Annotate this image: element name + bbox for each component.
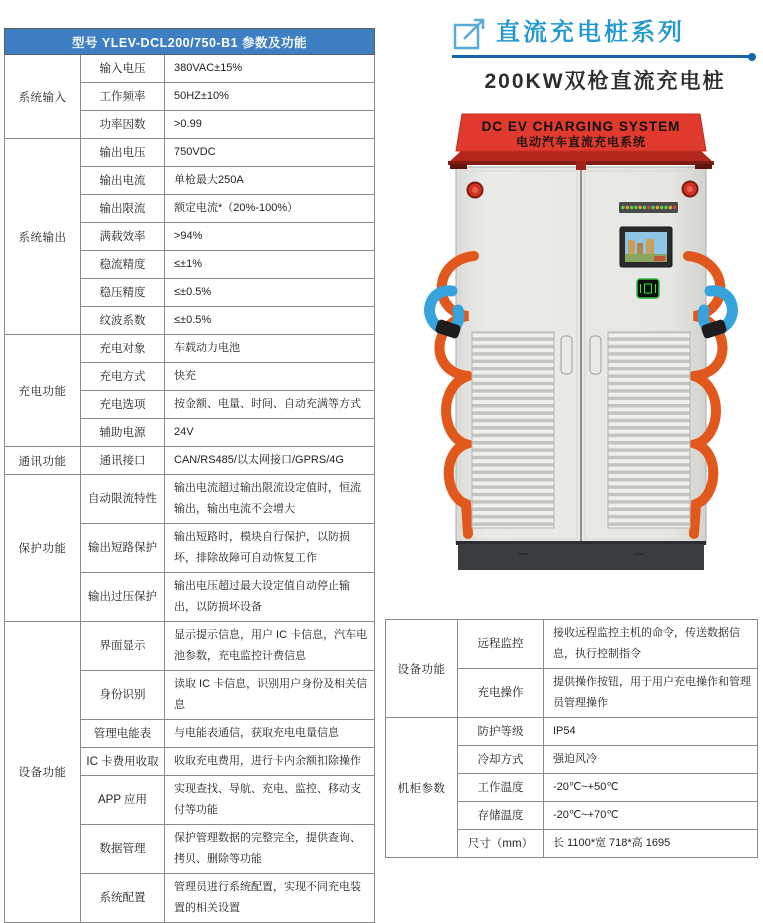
value-cell: 额定电流*（20%-100%） (165, 195, 375, 223)
door-handle-right (590, 336, 601, 374)
param-cell: IC 卡费用收取 (81, 748, 165, 776)
value-cell: >94% (165, 223, 375, 251)
category-cell: 设备功能 (5, 622, 81, 923)
value-cell: 750VDC (165, 139, 375, 167)
param-cell: 界面显示 (81, 622, 165, 671)
table-row (5, 55, 375, 83)
param-cell: 远程监控 (458, 620, 544, 669)
param-cell: 防护等级 (458, 718, 544, 746)
param-cell: 输出限流 (81, 195, 165, 223)
charging-station-svg (418, 106, 760, 586)
canopy-foot-left (450, 164, 467, 169)
banner-line1: DC EV CHARGING SYSTEM (481, 119, 681, 134)
vent-louvers-left (472, 332, 554, 528)
charging-station-illustration (418, 106, 760, 586)
table-row (5, 447, 375, 475)
value-cell: CAN/RS485/以太网接口/GPRS/4G (165, 447, 375, 475)
param-cell: 输出过压保护 (81, 573, 165, 622)
param-cell: 输出电压 (81, 139, 165, 167)
param-cell: 满载效率 (81, 223, 165, 251)
value-cell: ≤±0.5% (165, 279, 375, 307)
underline-dot-icon (748, 53, 756, 61)
param-cell: 稳流精度 (81, 251, 165, 279)
table-row (386, 620, 758, 669)
param-cell: 冷却方式 (458, 746, 544, 774)
param-cell: 输出短路保护 (81, 524, 165, 573)
param-cell: 身份识别 (81, 671, 165, 720)
table-row (5, 622, 375, 671)
param-cell: 工作频率 (81, 83, 165, 111)
value-cell: IP54 (544, 718, 758, 746)
ic-card-reader (637, 279, 659, 298)
value-cell: 强迫风冷 (544, 746, 758, 774)
spec-table-header-row (5, 29, 375, 55)
base-plinth (458, 544, 704, 570)
vent-louvers-right (608, 332, 690, 528)
value-cell: ≤±0.5% (165, 307, 375, 335)
spec-table-title: 型号 YLEV-DCL200/750-B1 参数及功能 (5, 29, 375, 55)
param-cell: 充电选项 (81, 391, 165, 419)
led-indicator-strip (619, 202, 678, 213)
param-cell: 管理电能表 (81, 720, 165, 748)
category-cell: 机柜参数 (386, 718, 458, 858)
info-table-body (386, 620, 758, 858)
param-cell: 尺寸（mm） (458, 830, 544, 858)
value-cell: 提供操作按钮，用于用户充电操作和管理员管理操作 (544, 669, 758, 718)
value-cell: 保护管理数据的完整完全，提供查询、拷贝、删除等功能 (165, 825, 375, 874)
param-cell: 充电方式 (81, 363, 165, 391)
value-cell: 读取 IC 卡信息，识别用户身份及相关信息 (165, 671, 375, 720)
value-cell: 输出电压超过最大设定值自动停止输出，以防损坏设备 (165, 573, 375, 622)
value-cell: 50HZ±10% (165, 83, 375, 111)
table-row (5, 335, 375, 363)
table-row (386, 718, 758, 746)
category-cell: 保护功能 (5, 475, 81, 622)
display-screen (620, 227, 672, 267)
spec-table-body (5, 55, 375, 923)
value-cell: 收取充电费用，进行卡内余额扣除操作 (165, 748, 375, 776)
product-title: 200KW双枪直流充电桩 (484, 69, 726, 93)
value-cell: 快充 (165, 363, 375, 391)
canopy-center-tab (576, 161, 586, 170)
category-cell: 系统输入 (5, 55, 81, 139)
param-cell: 充电对象 (81, 335, 165, 363)
value-cell: >0.99 (165, 111, 375, 139)
value-cell: 按金额、电量、时间、自动充满等方式 (165, 391, 375, 419)
param-cell: 工作温度 (458, 774, 544, 802)
door-handle-left (561, 336, 572, 374)
param-cell: 纹波系数 (81, 307, 165, 335)
value-cell: 接收远程监控主机的命令，传送数据信息，执行控制指令 (544, 620, 758, 669)
param-cell: 存储温度 (458, 802, 544, 830)
table-row (5, 139, 375, 167)
value-cell: 长 1100*宽 718*高 1695 (544, 830, 758, 858)
spec-table (4, 28, 375, 923)
value-cell: 380VAC±15% (165, 55, 375, 83)
param-cell: 辅助电源 (81, 419, 165, 447)
series-title: 直流充电桩系列 (496, 19, 685, 46)
param-cell: 输入电压 (81, 55, 165, 83)
param-cell: 功率因数 (81, 111, 165, 139)
param-cell: 稳压精度 (81, 279, 165, 307)
category-cell: 充电功能 (5, 335, 81, 447)
category-cell: 通讯功能 (5, 447, 81, 475)
series-header (452, 14, 758, 95)
value-cell: 输出电流超过输出限流设定值时，恒流输出，输出电流不会增大 (165, 475, 375, 524)
param-cell: 输出电流 (81, 167, 165, 195)
param-cell: 充电操作 (458, 669, 544, 718)
emergency-button-right-cap (687, 186, 693, 192)
param-cell: 自动限流特性 (81, 475, 165, 524)
value-cell: 24V (165, 419, 375, 447)
value-cell: 输出短路时，模块自行保护，以防损坏，排除故障可自动恢复工作 (165, 524, 375, 573)
param-cell: 通讯接口 (81, 447, 165, 475)
category-cell: 设备功能 (386, 620, 458, 718)
param-cell: APP 应用 (81, 776, 165, 825)
value-cell: 单枪最大250A (165, 167, 375, 195)
category-cell: 系统输出 (5, 139, 81, 335)
canopy-foot-right (695, 164, 712, 169)
emergency-button-left-cap (472, 187, 478, 193)
param-cell: 数据管理 (81, 825, 165, 874)
banner-line2: 电动汽车直流充电系统 (515, 135, 647, 149)
title-underline (452, 55, 752, 58)
value-cell: -20℃~+50℃ (544, 774, 758, 802)
value-cell: 实现查找、导航、充电、监控、移动支付等功能 (165, 776, 375, 825)
value-cell: 与电能表通信，获取充电电量信息 (165, 720, 375, 748)
table-row (5, 475, 375, 524)
info-table (385, 619, 758, 858)
value-cell: 显示提示信息，用户 IC 卡信息，汽车电池参数，充电监控计费信息 (165, 622, 375, 671)
value-cell: 车载动力电池 (165, 335, 375, 363)
value-cell: ≤±1% (165, 251, 375, 279)
external-link-icon (452, 14, 488, 52)
value-cell: 管理员进行系统配置，实现不同充电装置的相关设置 (165, 874, 375, 923)
value-cell: -20℃~+70℃ (544, 802, 758, 830)
param-cell: 系统配置 (81, 874, 165, 923)
